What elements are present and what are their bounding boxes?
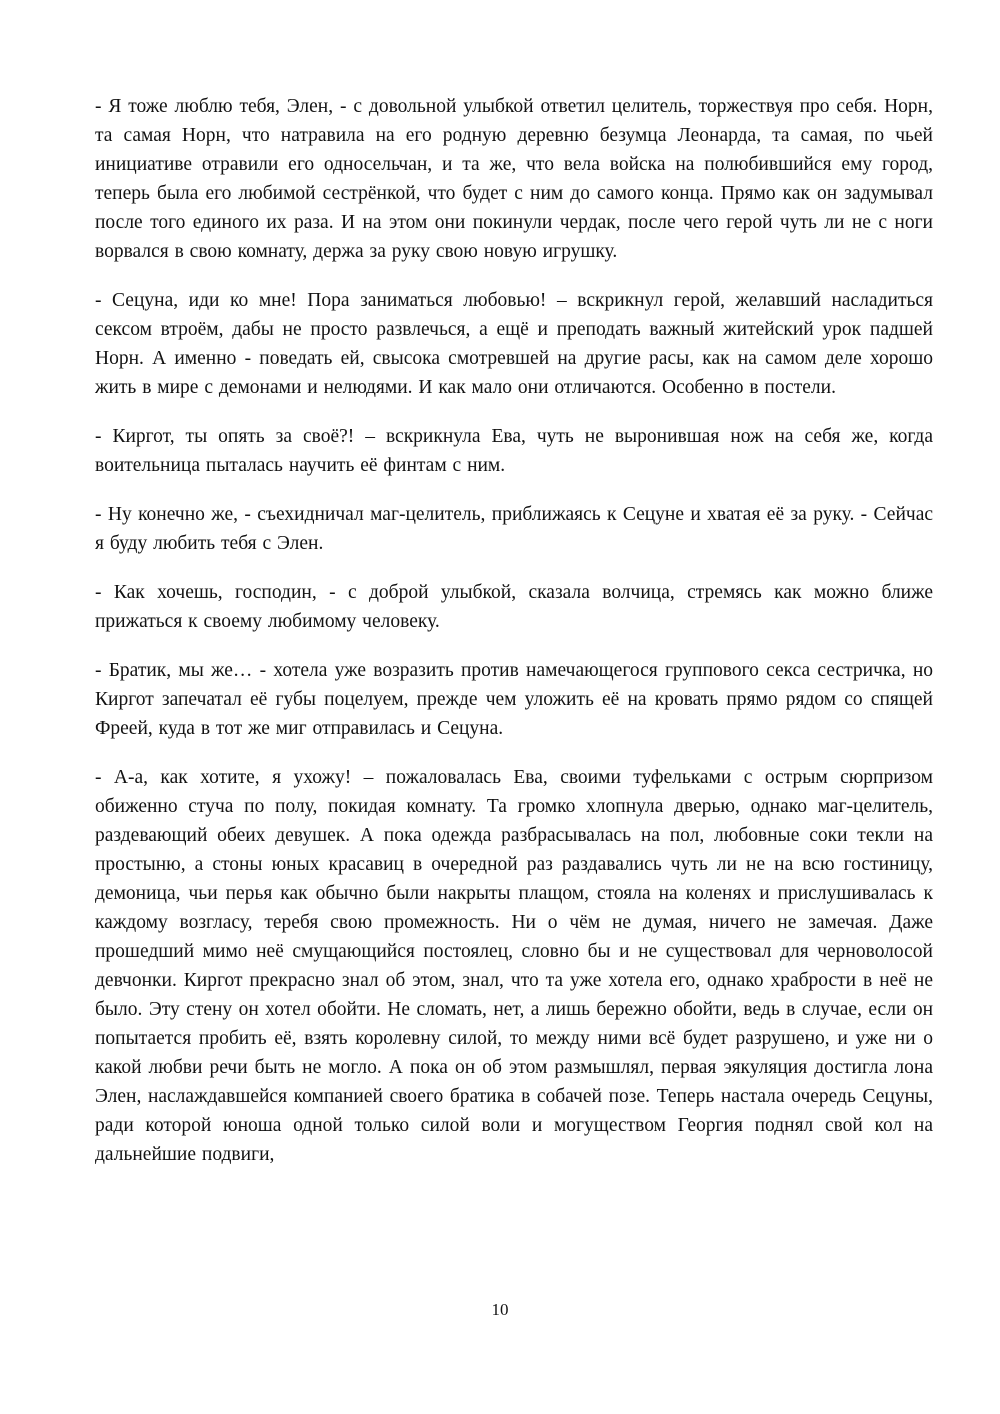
paragraph: - А-а, как хотите, я ухожу! – пожаловалась Ева, своими туфельками с острым сюрпризом обиженно стуча по полу, покидая комнату. Та громко хлопнула дверью, однако маг-целитель, раздевающий обеих девушек. А пока одежда разбрасывалась на пол, любовные соки текли на простыню, а стоны юных красавиц в очередной раз раздавались чуть ли не на всю гостиницу, демоница, чьи перья как обычно были накрыты плащом, стояла на коленях и прислушивалась к каждому возгласу, теребя свою промежность. Ни о чём не думая, ничего не замечая. Даже прошедший мимо неё смущающийся постоялец, словно бы и не существовал для черноволосой девчонки. Киргот прекрасно знал об этом, знал, что та уже хотела его, однако храбрости в неё не было. Эту стену он хотел обойти. Не сломать, нет, а лишь бережно обойти, ведь в случае, если он попытается пробить её, взять королевну силой, то между ними всё будет разрушено, и уже ни о какой любви речи быть не могло. А пока он об этом размышлял, первая эякуляция достигла лона Элен, наслаждавшейся компанией своего братика в собачей позе. Теперь настала очередь Сецуны, ради которой юноша одной только силой воли и могуществом Георгия поднял свой кол на дальнейшие подвиги, [95, 767, 933, 1165]
paragraph: - Сецуна, иди ко мне! Пора заниматься любовью! – вскрикнул герой, желавший насладиться сексом втроём, дабы не просто развлечься, а ещё и преподать важный житейский урок падшей Норн. А именно - поведать ей, свысока смотревшей на другие расы, как на самом деле хорошо жить в мире с демонами и нелюдями. И как мало они отличаются. Особенно в постели. [95, 290, 933, 398]
paragraph: - Братик, мы же… - хотела уже возразить против намечающегося группового секса сестричка, но Киргот запечатал её губы поцелуем, прежде чем уложить её на кровать прямо рядом со спящей Фреей, куда в тот же миг отправилась и Сецуна. [95, 660, 933, 739]
paragraph: - Как хочешь, господин, - с доброй улыбкой, сказала волчица, стремясь как можно ближе прижаться к своему любимому человеку. [95, 582, 933, 632]
paragraph: - Я тоже люблю тебя, Элен, - с довольной улыбкой ответил целитель, торжествуя про себя. Норн, та самая Норн, что натравила на его родную деревню безумца Леонарда, та самая, по чьей инициативе отравили его односельчан, и та же, что вела войска на полюбившийся ему город, теперь была его любимой сестрёнкой, что будет с ним до самого конца. Прямо как он задумывал после того единого их раза. И на этом они покинули чердак, после чего герой чуть ли не с ноги ворвался в свою комнату, держа за руку свою новую игрушку. [95, 96, 933, 262]
paragraph: - Киргот, ты опять за своё?! – вскрикнула Ева, чуть не выронившая нож на себя же, когда воительница пыталась научить её финтам с ним. [95, 426, 933, 476]
page-number: 10 [491, 1300, 509, 1319]
page-text-block [95, 92, 933, 1189]
paragraph: - Ну конечно же, - съехидничал маг-целитель, приближаясь к Сецуне и хватая её за руку. - Сейчас я буду любить тебя с Элен. [95, 504, 933, 554]
